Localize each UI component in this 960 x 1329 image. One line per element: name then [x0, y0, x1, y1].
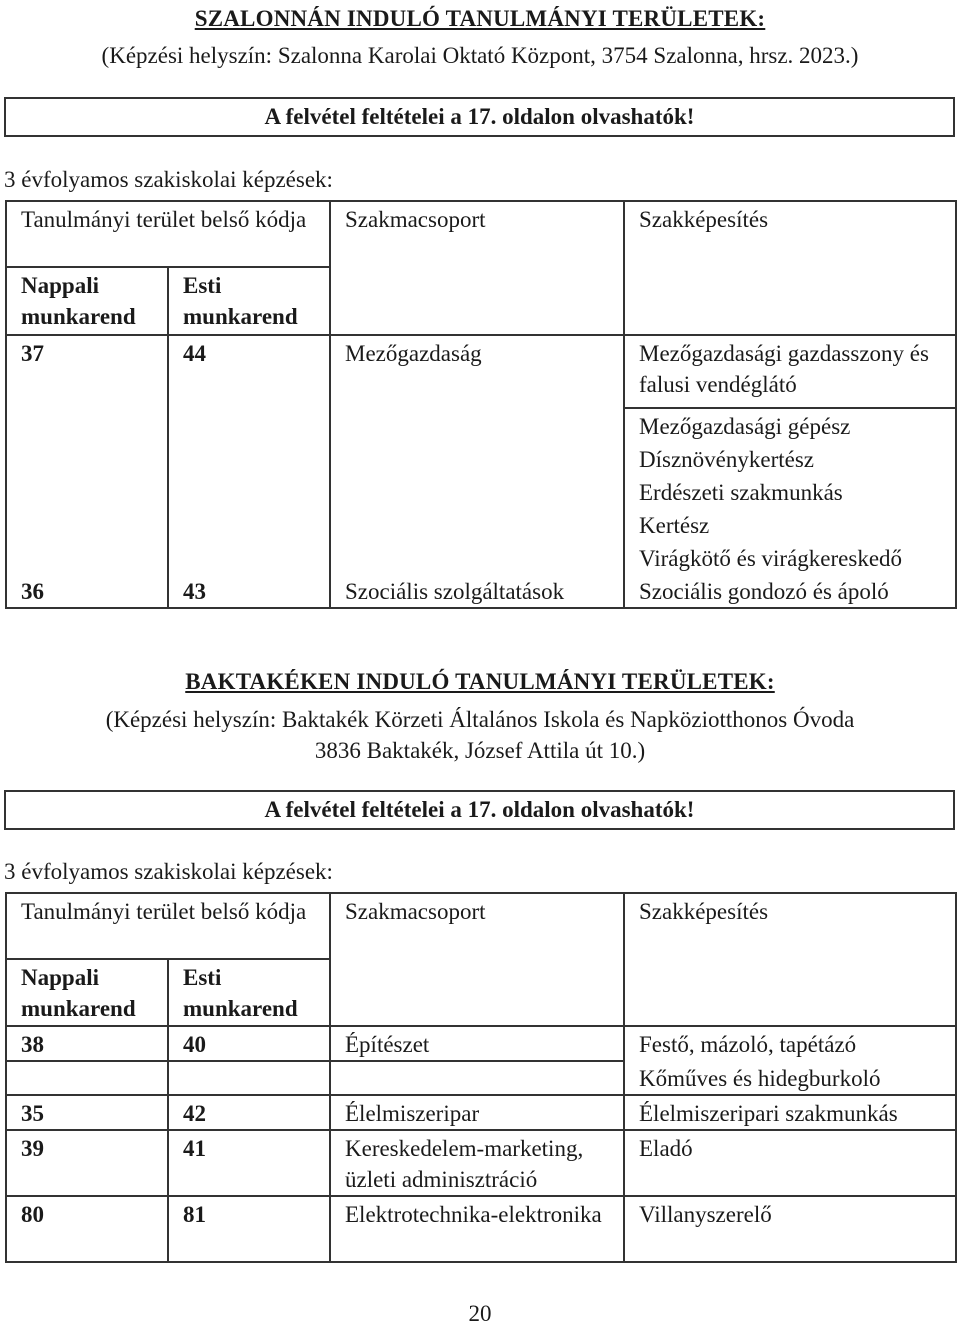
cell-qualification: Dísznövénykertész: [624, 442, 956, 475]
header-code: Tanulmányi terület belső kódja: [6, 201, 330, 267]
cell-group: Mezőgazdaság: [330, 335, 624, 574]
cell-qualification: Eladó: [624, 1130, 956, 1196]
cell-day: 80: [6, 1196, 168, 1262]
cell-group: Építészet: [330, 1026, 624, 1061]
cell-qualification: Mezőgazdasági gazdasszony és falusi vendéglátó: [624, 335, 956, 408]
cell-day: 36: [6, 574, 168, 608]
cell-qualification: Kertész: [624, 508, 956, 541]
cell-evening: 40: [168, 1026, 330, 1061]
cell-evening: [168, 1061, 330, 1095]
table-header-row: [6, 893, 956, 959]
table-row: [6, 1095, 956, 1130]
cell-day: 37: [6, 335, 168, 574]
table-row: [6, 335, 956, 408]
cell-evening: 43: [168, 574, 330, 608]
section2-notice: A felvétel feltételei a 17. oldalon olvashatók!: [4, 790, 955, 830]
table-row: [6, 1026, 956, 1061]
cell-day: 38: [6, 1026, 168, 1061]
cell-day: 35: [6, 1095, 168, 1130]
header-day: Nappali munkarend: [6, 959, 168, 1026]
cell-group: Elektrotechnika-elektronika: [330, 1196, 624, 1262]
cell-group: Kereskedelem-marketing, üzleti adminisztráció: [330, 1130, 624, 1196]
cell-qualification: Mezőgazdasági gépész: [624, 408, 956, 442]
cell-qualification: Villanyszerelő: [624, 1196, 956, 1262]
table-row: [6, 574, 956, 608]
header-day: Nappali munkarend: [6, 267, 168, 335]
header-evening: Esti munkarend: [168, 267, 330, 335]
table-header-row: [6, 201, 956, 267]
header-group: Szakmacsoport: [330, 893, 624, 1026]
cell-qualification: Festő, mázoló, tapétázó: [624, 1026, 956, 1061]
cell-day: [6, 1061, 168, 1095]
section2-table: [5, 892, 957, 1263]
cell-qualification: Erdészeti szakmunkás: [624, 475, 956, 508]
section1-location: (Képzési helyszín: Szalonna Karolai Oktató Központ, 3754 Szalonna, hrsz. 2023.): [101, 43, 859, 68]
section2-location-line2: 3836 Baktakék, József Attila út 10.): [314, 738, 646, 763]
cell-group: Élelmiszeripar: [330, 1095, 624, 1130]
section1-table: [5, 200, 957, 609]
section2-location-line1: (Képzési helyszín: Baktakék Körzeti Általános Iskola és Napköziotthonos Óvoda: [105, 707, 855, 732]
cell-evening: 42: [168, 1095, 330, 1130]
section1-subtitle: 3 évfolyamos szakiskolai képzések:: [4, 167, 333, 192]
cell-qualification: Élelmiszeripari szakmunkás: [624, 1095, 956, 1130]
section1-notice: A felvétel feltételei a 17. oldalon olvashatók!: [4, 97, 955, 137]
cell-group: Szociális szolgáltatások: [330, 574, 624, 608]
section2-heading: BAKTAKÉKEN INDULÓ TANULMÁNYI TERÜLETEK:: [185, 669, 775, 694]
header-qualification: Szakképesítés: [624, 893, 956, 1026]
cell-group: [330, 1061, 624, 1095]
section2-subtitle: 3 évfolyamos szakiskolai képzések:: [4, 859, 333, 884]
cell-evening: 44: [168, 335, 330, 574]
header-evening: Esti munkarend: [168, 959, 330, 1026]
cell-qualification: Virágkötő és virágkereskedő: [624, 541, 956, 574]
page-number: 20: [468, 1301, 492, 1326]
cell-evening: 81: [168, 1196, 330, 1262]
cell-qualification: Kőműves és hidegburkoló: [624, 1061, 956, 1095]
header-qualification: Szakképesítés: [624, 201, 956, 335]
table-row: [6, 1196, 956, 1262]
table-row: [6, 1061, 956, 1095]
header-code: Tanulmányi terület belső kódja: [6, 893, 330, 959]
table-row: [6, 1130, 956, 1196]
cell-day: 39: [6, 1130, 168, 1196]
section1-heading: SZALONNÁN INDULÓ TANULMÁNYI TERÜLETEK:: [194, 6, 766, 31]
cell-evening: 41: [168, 1130, 330, 1196]
header-group: Szakmacsoport: [330, 201, 624, 335]
cell-qualification: Szociális gondozó és ápoló: [624, 574, 956, 608]
